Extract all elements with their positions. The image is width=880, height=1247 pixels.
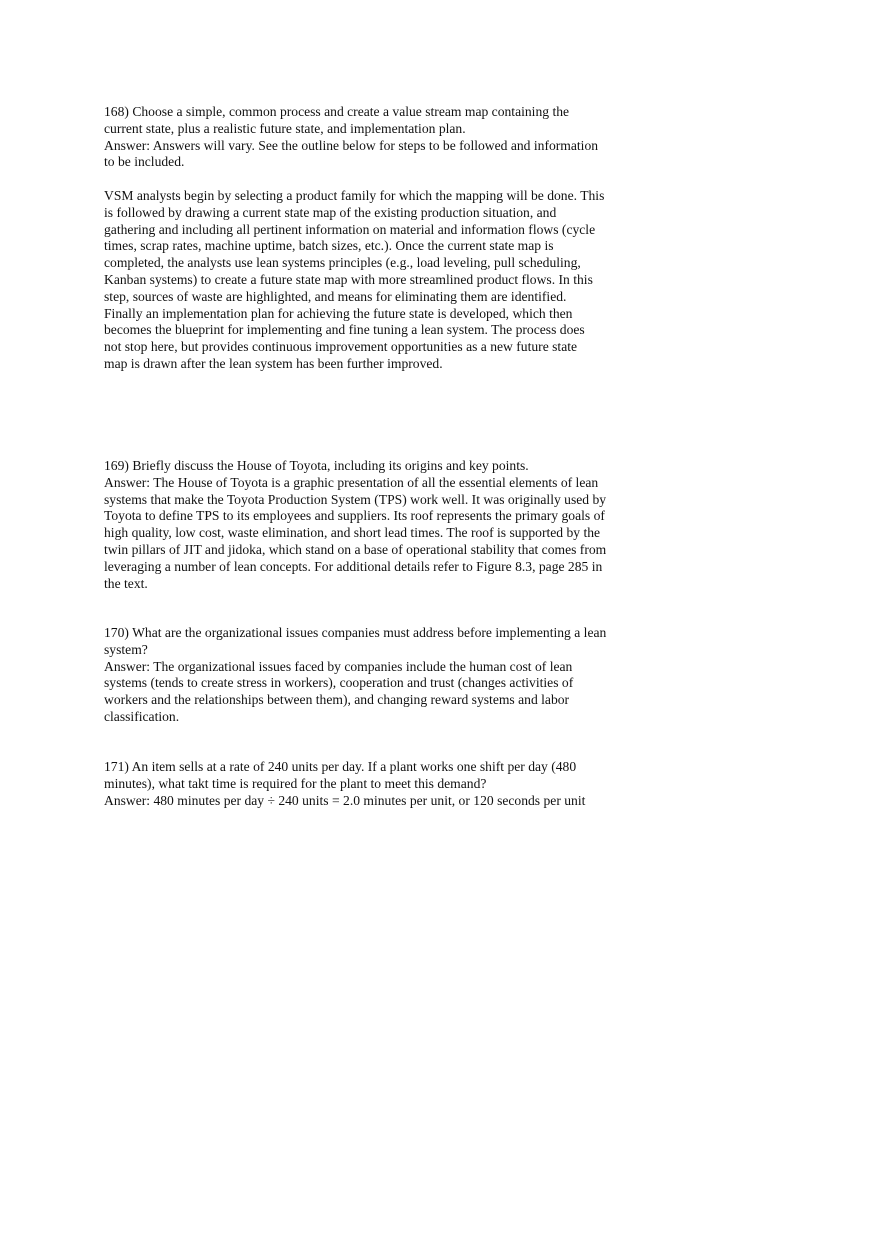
question-171 — [104, 759, 644, 809]
text-line: Answer: Answers will vary. See the outline below for steps to be followed and information — [104, 137, 599, 153]
text-line: Toyota to define TPS to its employees and suppliers. Its roof represents the primary goals of — [104, 508, 605, 524]
question-168-answer — [104, 138, 644, 172]
text-line: current state, plus a realistic future state, and implementation plan. — [104, 120, 466, 136]
question-169-prompt — [104, 458, 644, 475]
question-171-answer — [104, 793, 644, 810]
text-line: the text. — [104, 575, 148, 591]
text-line: completed, the analysts use lean systems principles (e.g., load leveling, pull scheduling, — [104, 255, 581, 271]
text-line: step, sources of waste are highlighted, and means for eliminating them are identified. — [104, 288, 567, 304]
question-171-prompt — [104, 759, 644, 793]
text-line: minutes), what takt time is required for the plant to meet this demand? — [104, 775, 487, 791]
text-line: system? — [104, 641, 148, 657]
question-170 — [104, 625, 644, 726]
text-line: Kanban systems) to create a future state map with more streamlined product flows. In this — [104, 271, 593, 287]
text-line: becomes the blueprint for implementing and fine tuning a lean system. The process does — [104, 322, 585, 338]
text-line: map is drawn after the lean system has been further improved. — [104, 355, 443, 371]
text-line: high quality, low cost, waste elimination, and short lead times. The roof is supported by the — [104, 525, 601, 541]
text-line: 170) What are the organizational issues companies must address before implementing a lean — [104, 625, 607, 640]
text-line: Answer: The organizational issues faced by companies include the human cost of lean — [104, 658, 573, 674]
text-line: 171) An item sells at a rate of 240 units per day. If a plant works one shift per day (480 — [104, 759, 577, 774]
text-line: Finally an implementation plan for achieving the future state is developed, which then — [104, 305, 573, 321]
text-line: gathering and including all pertinent information on material and information flows (cycle — [104, 221, 596, 237]
text-line: not stop here, but provides continuous improvement opportunities as a new future state — [104, 339, 578, 355]
question-169 — [104, 458, 644, 592]
question-168-detail — [104, 188, 644, 373]
text-line: systems that make the Toyota Production System (TPS) work well. It was originally used by — [104, 491, 607, 507]
text-line: systems (tends to create stress in workers), cooperation and trust (changes activities of — [104, 675, 574, 691]
text-line: 168) Choose a simple, common process and create a value stream map containing the — [104, 104, 570, 119]
text-line: is followed by drawing a current state map of the existing production situation, and — [104, 204, 557, 220]
text-line: classification. — [104, 708, 180, 724]
text-line: Answer: The House of Toyota is a graphic presentation of all the essential elements of lean — [104, 474, 599, 490]
text-line: Answer: 480 minutes per day ÷ 240 units = 2.0 minutes per unit, or 120 seconds per unit — [104, 792, 586, 808]
question-168-prompt — [104, 104, 644, 138]
text-line: to be included. — [104, 154, 185, 170]
question-168 — [104, 104, 644, 373]
question-169-answer — [104, 475, 644, 593]
text-line: VSM analysts begin by selecting a product family for which the mapping will be done. This — [104, 187, 605, 203]
text-line: times, scrap rates, machine uptime, batch sizes, etc.). Once the current state map is — [104, 238, 554, 254]
text-line: workers and the relationships between them), and changing reward systems and labor — [104, 692, 570, 708]
question-170-answer — [104, 659, 644, 726]
text-line: twin pillars of JIT and jidoka, which stand on a base of operational stability that comes from — [104, 541, 607, 557]
question-170-prompt — [104, 625, 644, 659]
text-line: leveraging a number of lean concepts. For additional details refer to Figure 8.3, page 285 in — [104, 558, 603, 574]
text-line: 169) Briefly discuss the House of Toyota, including its origins and key points. — [104, 458, 529, 473]
